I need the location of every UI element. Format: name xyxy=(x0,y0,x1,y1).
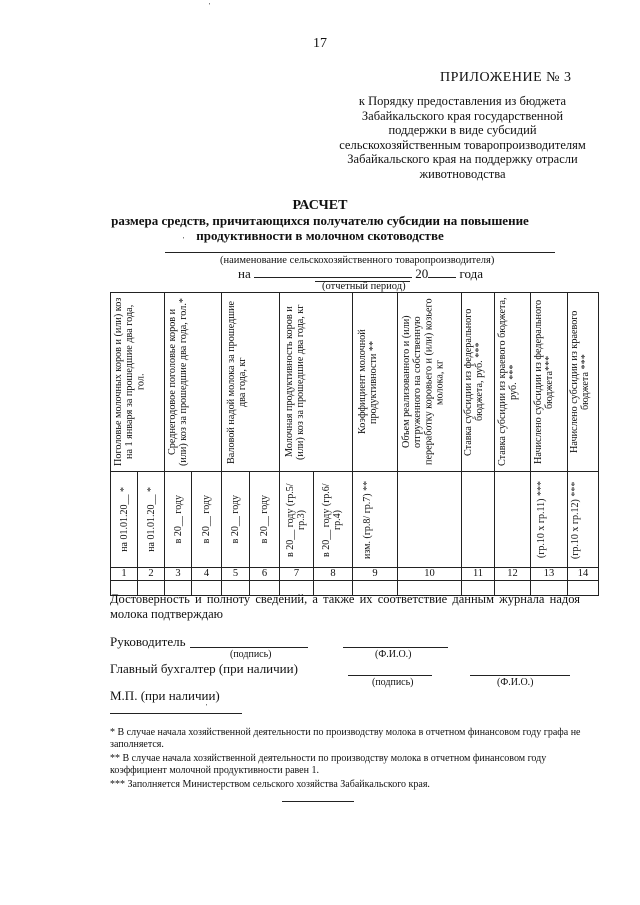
column-number: 7 xyxy=(280,568,314,581)
header-coefficient: Коэффициент молочной продуктивности ** xyxy=(353,293,398,472)
accountant-label: Главный бухгалтер (при наличии) xyxy=(110,661,298,676)
end-line xyxy=(282,801,354,802)
subheader-cell xyxy=(398,472,462,568)
column-number: 10 xyxy=(398,568,462,581)
column-number-row xyxy=(111,568,599,581)
column-number: 4 xyxy=(192,568,222,581)
footnote-separator xyxy=(110,713,242,714)
footnote-2: ** В случае начала хозяйственной деятельности по производству молока в отчетном финансовом году коэффициент молочной продуктивности равен 1. xyxy=(110,753,547,777)
subheader-cell: в 20__ году xyxy=(165,472,192,568)
head-signature-caption: (подпись) xyxy=(230,649,272,660)
column-number: 14 xyxy=(568,568,599,581)
annex-subtitle: к Порядку предоставления из бюджета Забайкальского края государственной поддержки в виде субсидий сельскохозяйственным товаропроизводителям Забайкальского края на поддержку отрасли животноводства xyxy=(339,94,586,181)
head-signature-line[interactable] xyxy=(190,647,308,648)
head-name-line[interactable] xyxy=(343,647,448,648)
subheader-cell: на 01.01.20__ * xyxy=(111,472,138,568)
period-row: на 20 года xyxy=(238,266,484,281)
footnote-3: *** Заполняется Министерством сельского хозяйства Забайкальского края. xyxy=(110,779,430,790)
column-number: 8 xyxy=(314,568,353,581)
subheader-cell: изм. (гр.8/ гр.7) ** xyxy=(353,472,398,568)
column-number: 3 xyxy=(165,568,192,581)
subheader-cell xyxy=(495,472,531,568)
producer-name-line[interactable] xyxy=(165,252,555,253)
column-number: 12 xyxy=(495,568,531,581)
subheader-cell xyxy=(462,472,495,568)
header-productivity: Молочная продуктивность коров и (или) коз за прошедшие два года, кг xyxy=(280,293,353,472)
subheader-cell: на 01.01.20__ * xyxy=(138,472,165,568)
header-regional-accrued: Начислено субсидии из краевого бюджета *** xyxy=(568,293,599,472)
subheader-cell: в 20__ году (гр.5/гр.3) xyxy=(280,472,314,568)
subheader-row xyxy=(111,472,599,568)
header-herd-jan1: Поголовье молочных коров и (или) коз на 1 января за прошедшие два года, гол. xyxy=(111,293,165,472)
header-federal-accrued: Начислено субсидии из федерального бюджета*** xyxy=(531,293,568,472)
scan-mark: ' xyxy=(183,236,185,244)
column-number: 6 xyxy=(250,568,280,581)
calc-title: РАСЧЕТ xyxy=(292,198,348,213)
subheader-cell: (гр.10 х гр.11) *** xyxy=(531,472,568,568)
subheader-cell: в 20__ году xyxy=(250,472,280,568)
scan-mark: ' xyxy=(206,703,208,711)
column-number: 9 xyxy=(353,568,398,581)
header-federal-rate: Ставка субсидии из федерального бюджета, руб. *** xyxy=(462,293,495,472)
stamp-label: М.П. (при наличии) xyxy=(110,688,220,703)
header-regional-rate: Ставка субсидии из краевого бюджета, руб. *** xyxy=(495,293,531,472)
column-number: 5 xyxy=(222,568,250,581)
producer-caption: (наименование сельскохозяйственного товаропроизводителя) xyxy=(220,255,495,266)
accountant-signature-line[interactable] xyxy=(348,675,432,676)
column-number: 1 xyxy=(111,568,138,581)
head-label: Руководитель xyxy=(110,634,186,649)
annex-title: ПРИЛОЖЕНИЕ № 3 xyxy=(440,70,572,85)
header-row xyxy=(111,293,599,472)
period-date-field[interactable] xyxy=(254,266,412,278)
header-gross-yield: Валовой надой молока за прошедшие два года, кг xyxy=(222,293,280,472)
accountant-name-line[interactable] xyxy=(470,675,570,676)
subheader-cell: в 20__ году (гр.6/гр.4) xyxy=(314,472,353,568)
period-caption: (отчетный период) xyxy=(322,281,406,292)
column-number: 2 xyxy=(138,568,165,581)
page-number: 17 xyxy=(313,36,327,51)
subheader-cell: в 20__ году xyxy=(222,472,250,568)
accountant-signature-caption: (подпись) xyxy=(372,677,414,688)
accountant-name-caption: (Ф.И.О.) xyxy=(497,677,534,688)
subheader-cell: (гр.10 х гр.12) *** xyxy=(568,472,599,568)
confirmation-text: Достоверность и полноту сведений, а также их соответствие данным журнала надоя молока подтверждаю xyxy=(110,592,580,621)
subheader-cell: в 20__ году xyxy=(192,472,222,568)
header-sold-volume: Объем реализованного и (или) отгруженного на собственную переработку коровьего и (или) козьего молока, кг xyxy=(398,293,462,472)
header-avg-herd: Среднегодовое поголовье коров и (или) коз за прошедшие два года, гол.* xyxy=(165,293,222,472)
calc-subtitle: размера средств, причитающихся получателю субсидии на повышение продуктивности в молочном скотоводстве xyxy=(111,213,529,243)
footnote-1: * В случае начала хозяйственной деятельности по производству молока в отчетном финансовом году графа не заполняется. xyxy=(110,727,581,751)
head-name-caption: (Ф.И.О.) xyxy=(375,649,412,660)
calculation-table xyxy=(110,292,599,596)
period-year-field[interactable] xyxy=(428,266,456,278)
column-number: 11 xyxy=(462,568,495,581)
scan-mark: ' xyxy=(209,2,211,10)
column-number: 13 xyxy=(531,568,568,581)
